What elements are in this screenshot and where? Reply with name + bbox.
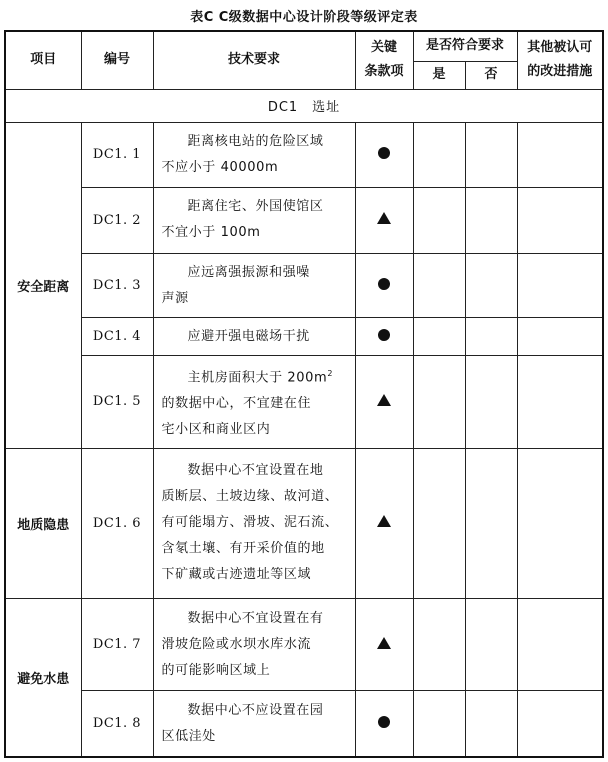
- row-requirement: [153, 598, 355, 690]
- requirement-line: 不宜小于 100m: [161, 225, 261, 241]
- row-code: DC1. 3: [81, 254, 153, 318]
- requirement-line: 滑坡危险或水坝水库水流: [161, 636, 312, 652]
- table-row: [5, 356, 603, 448]
- requirement-line: 宅小区和商业区内: [161, 422, 271, 438]
- other-measures-cell: [517, 187, 603, 253]
- conform-no-cell: [465, 254, 517, 318]
- requirement-line: 应避开强电磁场干扰: [187, 328, 310, 344]
- header-yes: 是: [413, 61, 465, 89]
- conform-yes-cell: [413, 448, 465, 598]
- header-key-line1: 关键: [370, 40, 397, 56]
- header-code: 编号: [81, 31, 153, 89]
- row-code: DC1. 4: [81, 318, 153, 356]
- requirement-line: 的数据中心，不宜建在住: [161, 396, 312, 412]
- table-row: [5, 691, 603, 757]
- conform-yes-cell: [413, 356, 465, 448]
- requirement-line: 数据中心不宜设置在地: [187, 463, 324, 479]
- conform-no-cell: [465, 356, 517, 448]
- filled-circle-icon: [378, 329, 390, 341]
- table-row: [5, 318, 603, 356]
- other-measures-cell: [517, 318, 603, 356]
- key-clause-mark: [355, 122, 413, 187]
- key-clause-mark: [355, 448, 413, 598]
- category-flood: 避免水患: [5, 598, 81, 757]
- row-requirement: [153, 356, 355, 448]
- header-conform: 是否符合要求: [413, 31, 517, 61]
- filled-triangle-icon: [377, 637, 391, 649]
- row-code: DC1. 2: [81, 187, 153, 253]
- requirement-line: 声源: [161, 290, 189, 306]
- conform-yes-cell: [413, 691, 465, 757]
- row-code: DC1. 6: [81, 448, 153, 598]
- filled-triangle-icon: [377, 212, 391, 224]
- requirement-line: [162, 361, 347, 391]
- header-other-line1: 其他被认可: [527, 40, 593, 56]
- key-clause-mark: [355, 318, 413, 356]
- row-code: DC1. 1: [81, 122, 153, 187]
- filled-circle-icon: [378, 147, 390, 159]
- row-code: DC1. 5: [81, 356, 153, 448]
- header-other-measures: [517, 31, 603, 89]
- conform-no-cell: [465, 598, 517, 690]
- requirement-line: 质断层、土坡边缘、故河道、: [161, 489, 339, 505]
- key-clause-mark: [355, 356, 413, 448]
- row-requirement: [153, 122, 355, 187]
- row-requirement: [153, 187, 355, 253]
- requirement-line: 下矿藏或古迹遗址等区域: [161, 567, 312, 583]
- requirement-line: 不应小于 40000m: [161, 159, 279, 175]
- conform-no-cell: [465, 691, 517, 757]
- filled-circle-icon: [378, 278, 390, 290]
- filled-circle-icon: [378, 716, 390, 728]
- other-measures-cell: [517, 122, 603, 187]
- row-requirement: [153, 691, 355, 757]
- key-clause-mark: [355, 691, 413, 757]
- requirement-line: 距离住宅、外国使馆区: [187, 199, 324, 215]
- other-measures-cell: [517, 691, 603, 757]
- row-requirement: [153, 448, 355, 598]
- other-measures-cell: [517, 356, 603, 448]
- row-code: DC1. 8: [81, 691, 153, 757]
- conform-yes-cell: [413, 187, 465, 253]
- conform-no-cell: [465, 187, 517, 253]
- requirement-line: 数据中心不宜设置在有: [187, 610, 324, 626]
- category-geology: 地质隐患: [5, 448, 81, 598]
- row-requirement: [153, 254, 355, 318]
- table-row: [5, 122, 603, 187]
- requirement-line: 有可能塌方、滑坡、泥石流、: [161, 515, 339, 531]
- conform-yes-cell: [413, 254, 465, 318]
- filled-triangle-icon: [377, 394, 391, 406]
- requirement-text: 主机房面积大于 200m: [187, 370, 328, 386]
- requirement-line: 的可能影响区域上: [161, 662, 271, 678]
- header-no: 否: [465, 61, 517, 89]
- requirement-line: 数据中心不应设置在园: [187, 702, 324, 718]
- other-measures-cell: [517, 254, 603, 318]
- row-requirement: [153, 318, 355, 356]
- table-row: [5, 187, 603, 253]
- header-key-line2: 条款项: [364, 64, 404, 80]
- requirement-line: 含氡土壤、有开采价值的地: [161, 541, 325, 557]
- category-safety-distance: 安全距离: [5, 122, 81, 448]
- superscript: 2: [327, 368, 334, 378]
- other-measures-cell: [517, 448, 603, 598]
- table-row: [5, 254, 603, 318]
- header-other-line2: 的改进措施: [527, 64, 593, 80]
- filled-triangle-icon: [377, 515, 391, 527]
- row-code: DC1. 7: [81, 598, 153, 690]
- other-measures-cell: [517, 598, 603, 690]
- header-requirement: 技术要求: [153, 31, 355, 89]
- requirement-line: 距离核电站的危险区域: [187, 133, 324, 149]
- conform-yes-cell: [413, 122, 465, 187]
- conform-no-cell: [465, 122, 517, 187]
- header-item: 项目: [5, 31, 81, 89]
- table-title: 表C C级数据中心设计阶段等级评定表: [190, 10, 418, 25]
- conform-no-cell: [465, 318, 517, 356]
- conform-yes-cell: [413, 598, 465, 690]
- evaluation-table: [4, 30, 604, 758]
- conform-no-cell: [465, 448, 517, 598]
- key-clause-mark: [355, 187, 413, 253]
- conform-yes-cell: [413, 318, 465, 356]
- requirement-line: 区低洼处: [161, 728, 216, 744]
- table-row: [5, 598, 603, 690]
- header-key-clause: [355, 31, 413, 89]
- table-row: [5, 448, 603, 598]
- requirement-line: 应远离强振源和强噪: [187, 264, 310, 280]
- key-clause-mark: [355, 254, 413, 318]
- key-clause-mark: [355, 598, 413, 690]
- section-title: DC1 选址: [5, 89, 603, 122]
